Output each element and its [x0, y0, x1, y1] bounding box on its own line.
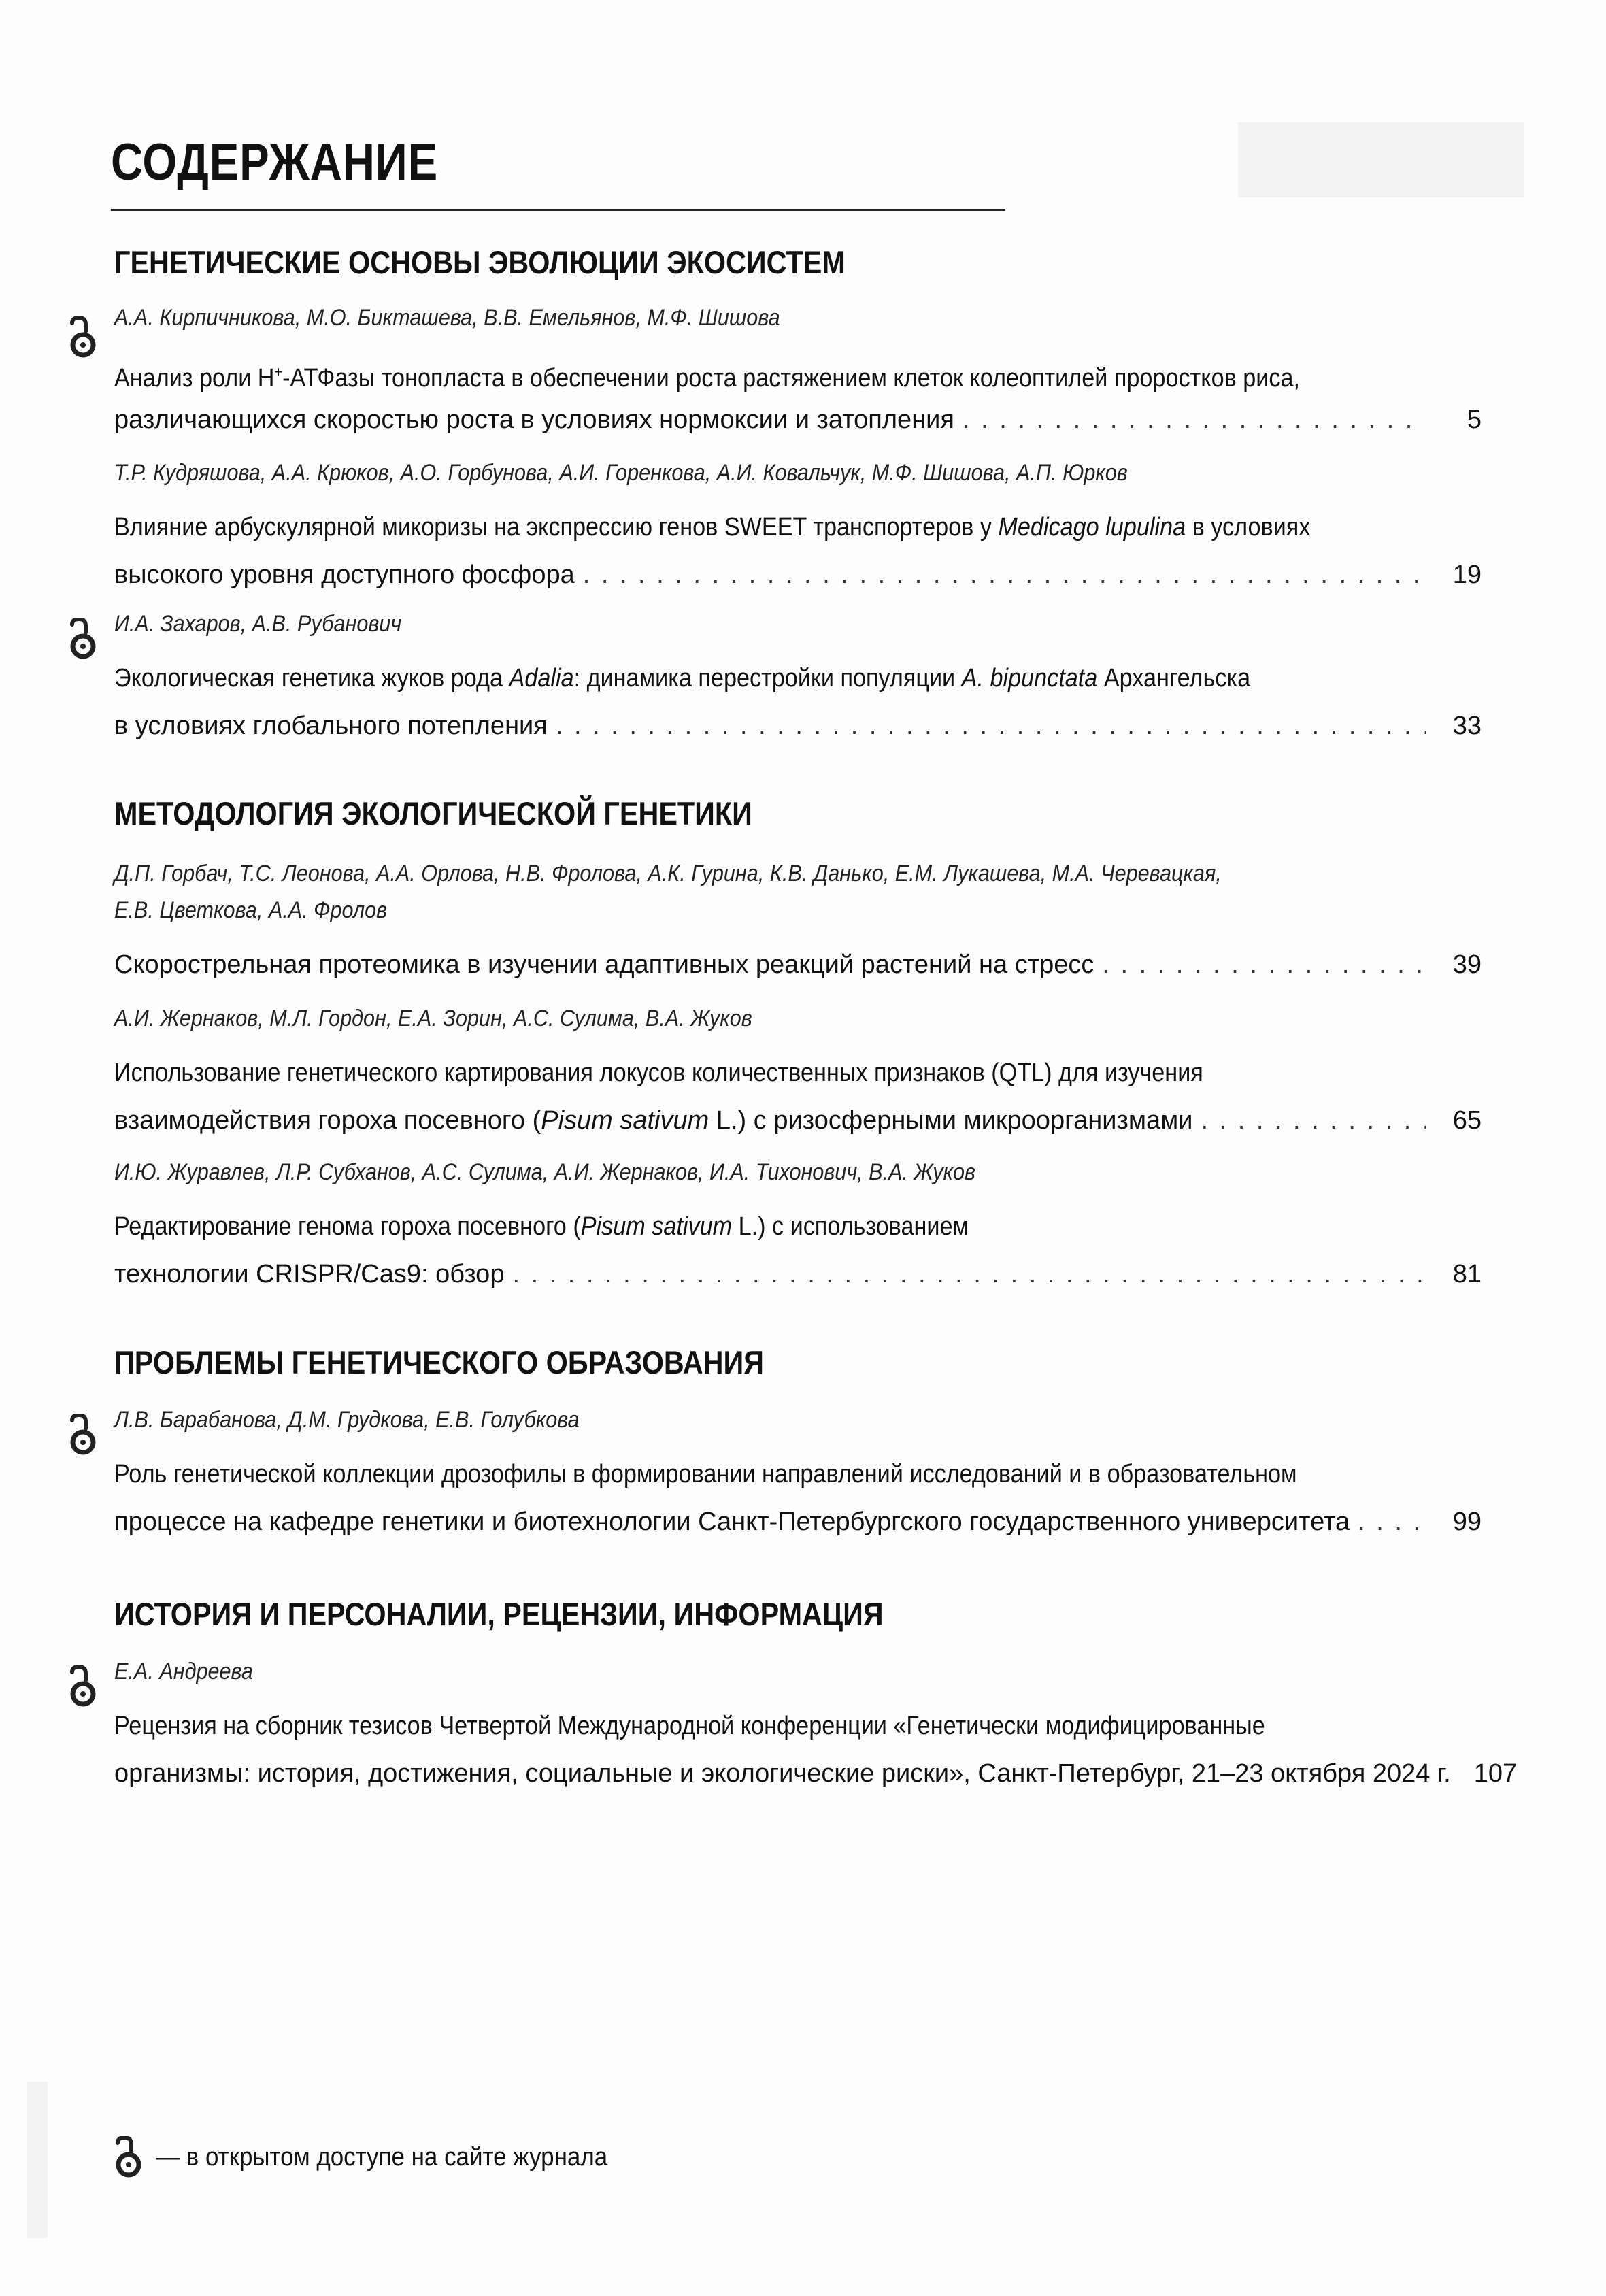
entry-title-text: технологии CRISPR/Cas9: обзор [114, 1260, 505, 1288]
dot-leader [1201, 1097, 1426, 1144]
dot-leader [556, 702, 1426, 750]
page-title: СОДЕРЖАНИЕ [111, 133, 439, 191]
entry-page-number[interactable]: 33 [1452, 712, 1482, 740]
section-title: ИСТОРИЯ И ПЕРСОНАЛИИ, РЕЦЕНЗИИ, ИНФОРМАЦИЯ [114, 1596, 884, 1632]
entry-title-line: Экологическая генетика жуков рода Adalia: динамика перестройки популяции A. bipunctata Архангельска [114, 664, 1251, 693]
entry-title-line [114, 1250, 1482, 1298]
toc-entry[interactable] [114, 1159, 1482, 1298]
dot-leader [963, 396, 1426, 444]
open-access-icon [65, 316, 103, 359]
toc-entry[interactable] [114, 460, 1482, 599]
entry-title-line: Влияние арбускулярной микоризы на экспрессию генов SWEET транспортеров у Medicago lupulina в условиях [114, 513, 1311, 542]
entry-title-line: Анализ роли H+-АТФазы тонопласта в обеспечении роста растяжением клеток колеоптилей проростков риса, [114, 363, 1301, 393]
entry-title-line: Редактирование генома гороха посевного (Pisum sativum L.) с использованием [114, 1212, 969, 1241]
entry-authors: Л.В. Барабанова, Д.М. Грудкова, Е.В. Голубкова [114, 1407, 580, 1433]
entry-title-text: Использование генетического картирования локусов количественных признаков (QTL) для изучения [114, 1059, 1203, 1087]
entry-title-line [114, 941, 1482, 988]
entry-authors: Д.П. Горбач, Т.С. Леонова, А.А. Орлова, Н.В. Фролова, А.К. Гурина, К.В. Данько, Е.М. Лукашева, М.А. Черевацкая, [114, 861, 1222, 886]
entry-authors-continued: Е.В. Цветкова, А.А. Фролов [114, 897, 388, 923]
entry-title-line [114, 702, 1482, 750]
entry-authors: А.И. Жернаков, М.Л. Гордон, Е.А. Зорин, А.С. Сулима, В.А. Жуков [114, 1005, 752, 1031]
entry-page-number[interactable]: 81 [1452, 1260, 1482, 1288]
entry-page-number[interactable]: 5 [1467, 405, 1482, 434]
entry-title-text: Рецензия на сборник тезисов Четвертой Международной конференции «Генетически модифицированные [114, 1712, 1265, 1740]
bleed-through-mark [27, 2082, 48, 2238]
entry-title-line [114, 1750, 1518, 1797]
section-title: ГЕНЕТИЧЕСКИЕ ОСНОВЫ ЭВОЛЮЦИИ ЭКОСИСТЕМ [114, 244, 846, 280]
entry-title-line [114, 551, 1482, 599]
entry-authors: Е.А. Андреева [114, 1659, 253, 1684]
entry-page-number[interactable]: 19 [1452, 561, 1482, 589]
entry-title-text: организмы: история, достижения, социальные и экологические риски», Санкт-Петербург, 21–23 октября 2024 г. [114, 1759, 1451, 1788]
entry-page-number[interactable]: 65 [1452, 1106, 1482, 1135]
dot-leader [512, 1250, 1426, 1298]
entry-page-number[interactable]: 107 [1473, 1759, 1518, 1788]
legend-text: — в открытом доступе на сайте журнала [156, 2142, 608, 2172]
open-access-icon [111, 2136, 149, 2178]
entry-title-line: взаимодействия гороха посевного (Pisum sativum L.) с ризосферными микроорганизмами . . . 65 [114, 1097, 1482, 1144]
entry-title-line [114, 396, 1482, 444]
entry-title-line [114, 1702, 1482, 1750]
entry-page-number[interactable]: 99 [1452, 1508, 1482, 1536]
dot-leader [1358, 1498, 1426, 1546]
dot-leader [1102, 941, 1426, 988]
entry-title-text: Роль генетической коллекции дрозофилы в формировании направлений исследований и в образовательном [114, 1460, 1297, 1488]
toc-entry[interactable] [114, 1005, 1482, 1144]
dot-leader [583, 551, 1426, 599]
open-access-icon [65, 1665, 103, 1708]
toc-entry[interactable] [114, 861, 1482, 988]
open-access-icon [65, 1414, 103, 1456]
entry-page-number[interactable]: 39 [1452, 950, 1482, 979]
toc-entry[interactable] [114, 1407, 1482, 1546]
section-title: МЕТОДОЛОГИЯ ЭКОЛОГИЧЕСКОЙ ГЕНЕТИКИ [114, 795, 752, 831]
entry-authors: А.А. Кирпичникова, М.О. Бикташева, В.В. Емельянов, М.Ф. Шишова [114, 305, 780, 331]
section-title: ПРОБЛЕМЫ ГЕНЕТИЧЕСКОГО ОБРАЗОВАНИЯ [114, 1344, 764, 1380]
entry-title-text: в условиях глобального потепления [114, 712, 548, 740]
title-underline [111, 209, 1005, 211]
toc-entry[interactable] [114, 611, 1482, 750]
open-access-icon [65, 618, 103, 660]
entry-title-text: различающихся скоростью роста в условиях нормоксии и затопления [114, 405, 954, 434]
entry-title-line [114, 1498, 1482, 1546]
entry-title-text: процессе на кафедре генетики и биотехнологии Санкт-Петербургского государственного университета [114, 1508, 1350, 1536]
toc-entry[interactable] [114, 1659, 1518, 1797]
entry-authors: И.Ю. Журавлев, Л.Р. Субханов, А.С. Сулима, А.И. Жернаков, И.А. Тихонович, В.А. Жуков [114, 1159, 975, 1185]
entry-authors: Т.Р. Кудряшова, А.А. Крюков, А.О. Горбунова, А.И. Горенкова, А.И. Ковальчук, М.Ф. Шишова, А.П. Юрков [114, 460, 1128, 486]
toc-entry[interactable] [114, 305, 1482, 444]
open-access-legend [111, 2136, 647, 2178]
entry-title-text: высокого уровня доступного фосфора [114, 561, 575, 589]
entry-title-line [114, 1450, 1482, 1498]
bleed-through-mark [1238, 122, 1524, 197]
entry-title-line [114, 1049, 1482, 1097]
entry-authors: И.А. Захаров, А.В. Рубанович [114, 611, 402, 637]
entry-title-text: Скорострельная протеомика в изучении адаптивных реакций растений на стресс [114, 950, 1094, 979]
